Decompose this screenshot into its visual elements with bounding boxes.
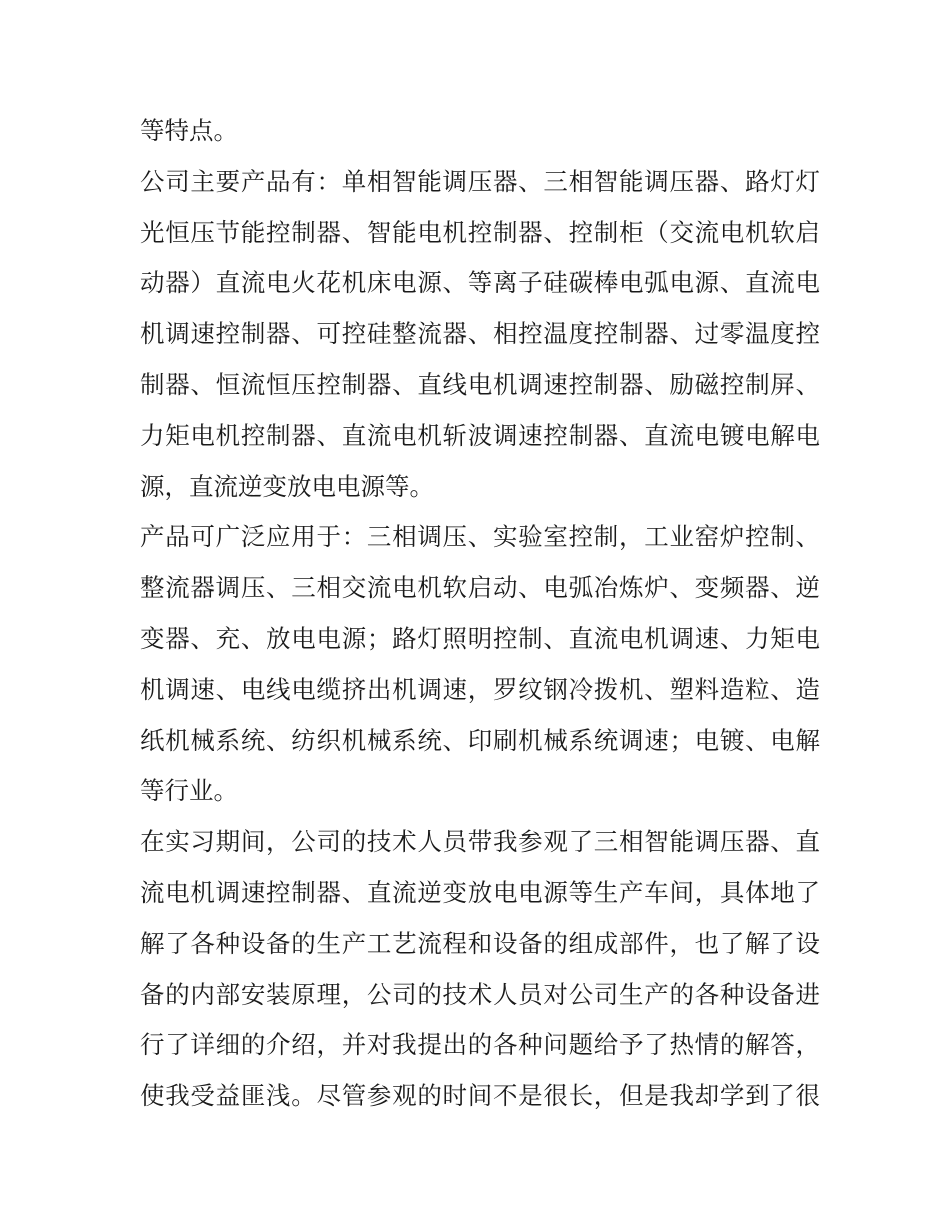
text-line: 源，直流逆变放电电源等。 [140, 471, 434, 501]
text-line: 使我受益匪浅。尽管参观的时间不是很长，但是我却学到了很 [140, 1081, 820, 1111]
text-line: 行了详细的介绍，并对我提出的各种问题给予了热情的解答， [140, 1030, 820, 1060]
paragraph-main-products [140, 157, 820, 513]
text-line: 变器、充、放电电源；路灯照明控制、直流电机调速、力矩电 [140, 623, 820, 653]
text-line: 公司主要产品有：单相智能调压器、三相智能调压器、路灯灯 [140, 166, 820, 196]
text-line: 在实习期间，公司的技术人员带我参观了三相智能调压器、直 [140, 827, 820, 857]
text-line: 产品可广泛应用于：三相调压、实验室控制，工业窑炉控制、 [140, 522, 820, 552]
text-line: 光恒压节能控制器、智能电机控制器、控制柜（交流电机软启 [140, 217, 820, 247]
text-line: 备的内部安装原理，公司的技术人员对公司生产的各种设备进 [140, 979, 820, 1009]
paragraph-continuation [140, 106, 820, 157]
text-line: 机调速控制器、可控硅整流器、相控温度控制器、过零温度控 [140, 319, 820, 349]
text-line: 等特点。 [140, 116, 238, 145]
text-line: 制器、恒流恒压控制器、直线电机调速控制器、励磁控制屏、 [140, 369, 820, 399]
text-line: 解了各种设备的生产工艺流程和设备的组成部件，也了解了设 [140, 928, 820, 958]
text-line: 力矩电机控制器、直流电机斩波调速控制器、直流电镀电解电 [140, 420, 820, 450]
text-line: 等行业。 [140, 776, 238, 806]
text-line: 动器）直流电火花机床电源、等离子硅碳棒电弧电源、直流电 [140, 268, 820, 298]
text-line: 整流器调压、三相交流电机软启动、电弧冶炼炉、变频器、逆 [140, 573, 820, 603]
text-line: 机调速、电线电缆挤出机调速，罗纹钢冷拨机、塑料造粒、造 [140, 674, 820, 704]
paragraph-applications [140, 512, 820, 817]
document-body [140, 106, 820, 1122]
text-line: 流电机调速控制器、直流逆变放电电源等生产车间，具体地了 [140, 877, 820, 907]
text-line: 纸机械系统、纺织机械系统、印刷机械系统调速；电镀、电解 [140, 725, 820, 755]
paragraph-internship [140, 817, 820, 1122]
